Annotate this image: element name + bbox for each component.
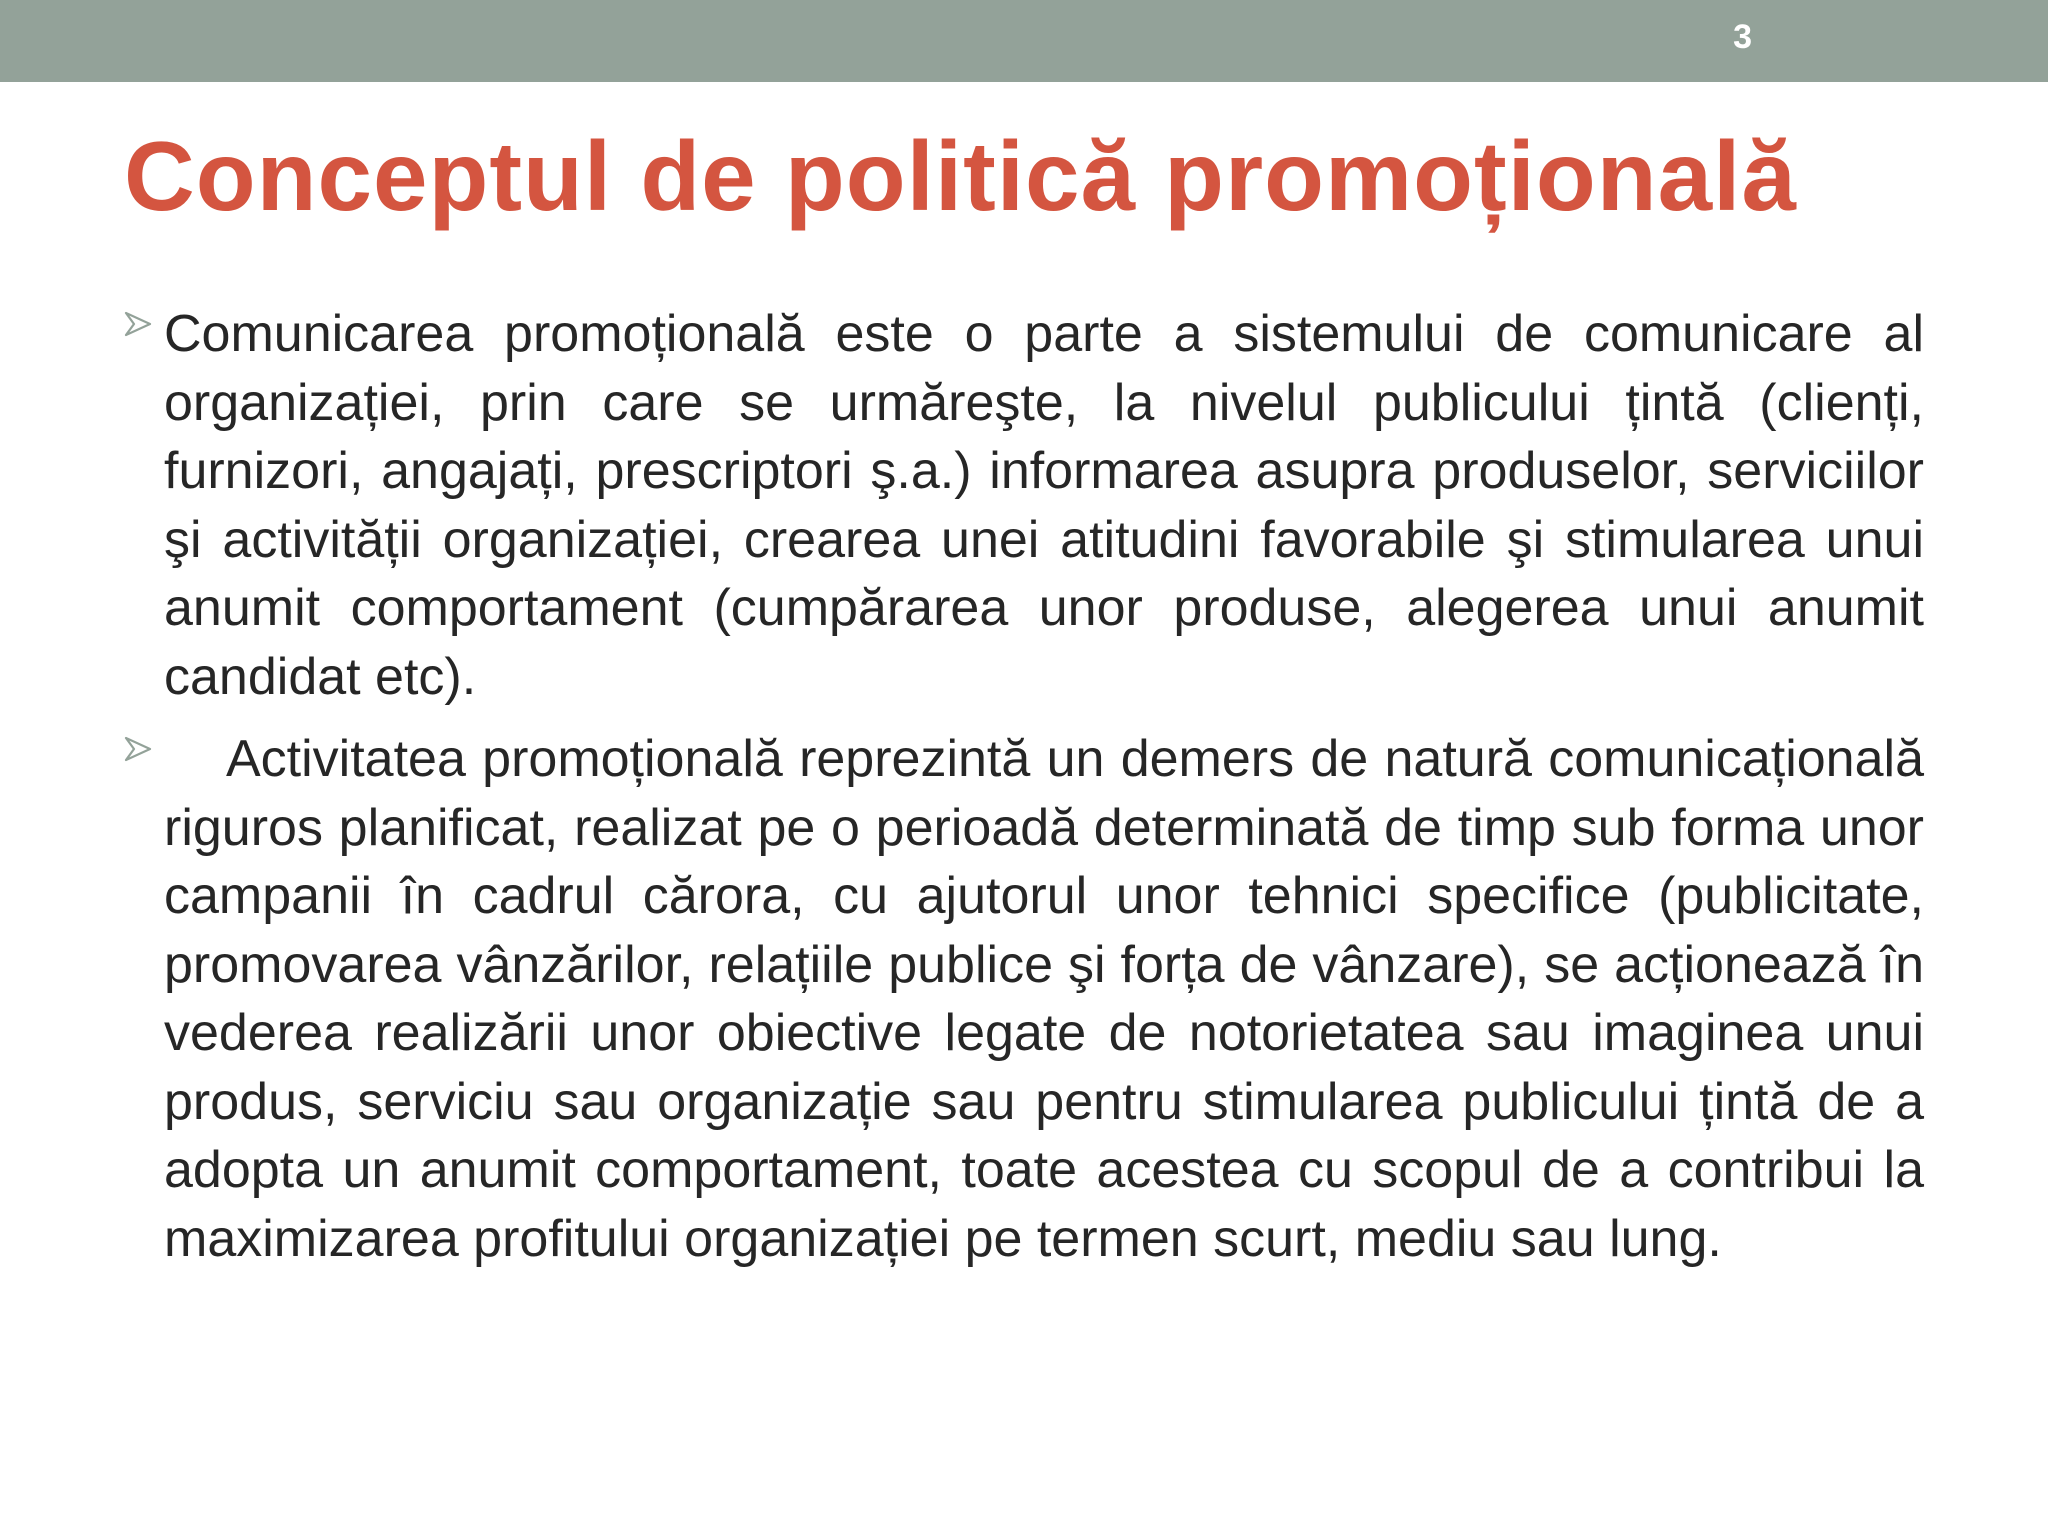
bullet-item [124,725,1924,1273]
bullet-list [124,300,1924,1287]
top-bar [0,0,2048,82]
bullet-text: Comunicarea promoțională este o parte a sistemului de comunicare al organizației, prin care se urmăreşte, la nivelul publicului țintă (clienți, furnizori, angajați, prescriptori ş.a.) informarea asupra produselor, serviciilor şi activității organizației, crearea unei atitudini favorabile şi stimularea unui anumit comportament (cumpărarea unor produse, alegerea unui anumit candidat etc). [164,305,1924,706]
slide-number: 3 [1733,18,1752,56]
arrow-bullet-icon [124,310,154,338]
slide-title: Conceptul de politică promoțională [124,121,1797,231]
bullet-item [124,300,1924,711]
bullet-text: Activitatea promoțională reprezintă un demers de natură comunicațională riguros planificat, realizat pe o perioadă determinată de timp sub forma unor campanii în cadrul cărora, cu ajutorul unor tehnici specifice (publicitate, promovarea vânzărilor, relațiile publice şi forța de vânzare), se acționează în vederea realizării unor obiective legate de notorietatea sau imaginea unui produs, serviciu sau organizație sau pentru stimularea publicului țintă de a adopta un anumit comportament, toate acestea cu scopul de a contribui la maximizarea profitului organizației pe termen scurt, mediu sau lung. [164,730,1924,1268]
arrow-bullet-icon [124,735,154,763]
